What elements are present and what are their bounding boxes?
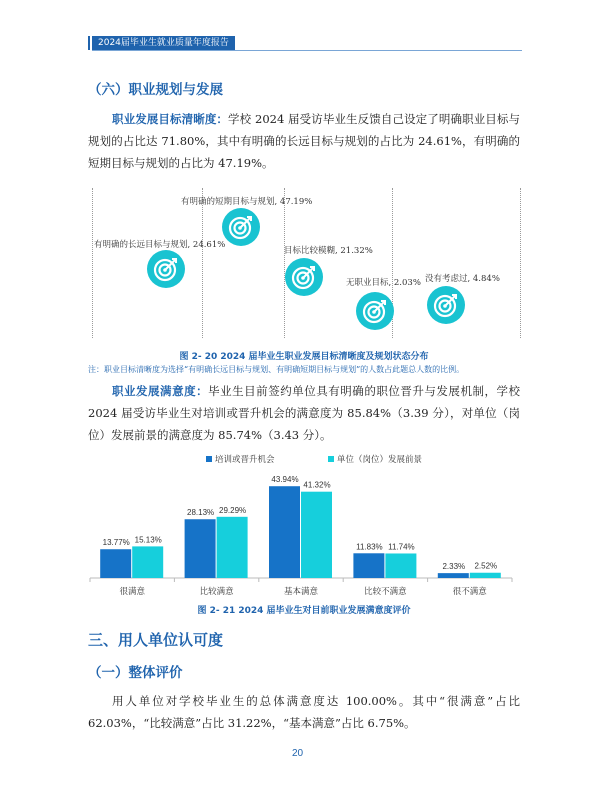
category-label: 很满意 [119,587,145,597]
divider [202,188,203,338]
target-icon [147,250,185,288]
legend-label: 单位（岗位）发展前景 [337,455,423,465]
figure-caption: 图 2- 20 2024 届毕业生职业发展目标清晰度及规划状态分布 [179,352,429,362]
bar [353,553,384,578]
divider [92,188,93,338]
legend-label: 培训或晋升机会 [215,455,275,465]
item-label: 无职业目标, 2.03% [346,278,421,288]
item-label: 有明确的短期目标与规划, 47.19% [181,197,313,207]
data-label: 13.77% [102,538,130,548]
bar [385,553,416,578]
figure-note: 注：职业目标清晰度为选择“有明确长远目标与规划、有明确短期目标与规划”的人数占此题总人数的比例。 [88,365,465,374]
item-label: 目标比较模糊, 21.32% [284,246,373,256]
target-icon [427,286,465,324]
data-label: 41.32% [303,480,331,490]
bar [301,492,332,578]
bar [132,546,163,578]
divider [284,188,285,338]
data-label: 11.83% [356,542,383,552]
section-heading: 三、用人单位认可度 [88,631,224,649]
divider [520,188,521,338]
page-number: 20 [291,748,304,759]
paragraph-text: 学校 2024 届受访毕业生反馈自己设定了明确职业目标与规划的占比达 71.80%，其中有明确的长远目标与规划的占比为 24.61%，有明确的短期目标与规划的占比为 47.19%。 [88,112,521,170]
category-label: 很不满意 [452,587,487,597]
figure-caption: 图 2- 21 2024 届毕业生对目前职业发展满意度评价 [197,606,411,616]
bar [269,486,300,578]
header-accent-bar [88,36,90,50]
paragraph-development-satisfaction [88,380,520,446]
category-label: 基本满意 [283,587,319,597]
legend-swatch [328,456,334,462]
category-label: 比较不满意 [364,587,407,597]
item-label: 有明确的长远目标与规划, 24.61% [94,240,226,250]
bar [438,573,469,578]
goal-clarity-infographic [92,188,522,338]
target-icon [285,258,323,296]
item-label: 没有考虑过, 4.84% [425,274,500,284]
section-heading: （六）职业规划与发展 [88,82,223,98]
data-label: 11.74% [388,542,415,552]
bar [100,549,131,578]
keyword: 职业发展满意度： [112,384,209,398]
header-rule [92,50,522,51]
paragraph-text: 毕业生目前签约单位具有明确的职位晋升与发展机制，学校 2024 届受访毕业生对培训或晋升机会的满意度为 85.84%（3.39 分），对单位（岗位）发展前景的满意度为 85.74%（3.43 分）。 [88,384,521,442]
bar [185,519,216,578]
category-label: 比较满意 [199,587,234,597]
header-title: 2024届毕业生就业质量年度报告 [92,36,235,50]
data-label: 29.29% [219,505,247,515]
data-label: 2.52% [474,561,498,571]
data-label: 43.94% [271,475,299,485]
satisfaction-bar-chart [88,450,528,600]
data-label: 2.33% [442,562,466,572]
bar [217,517,248,578]
paragraph-employer-satisfaction: 用人单位对学校毕业生的总体满意度达 100.00%。其中“很满意”占比 62.03%，“比较满意”占比 31.22%，“基本满意”占比 6.75%。 [88,694,520,730]
keyword: 职业发展目标清晰度： [112,112,229,126]
data-label: 15.13% [134,535,162,545]
data-label: 28.13% [187,508,215,518]
target-icon [356,292,394,330]
subsection-heading: （一）整体评价 [88,665,183,681]
target-icon [222,208,260,246]
legend-swatch [206,456,212,462]
bar [470,573,501,578]
paragraph-goal-clarity [88,108,520,174]
